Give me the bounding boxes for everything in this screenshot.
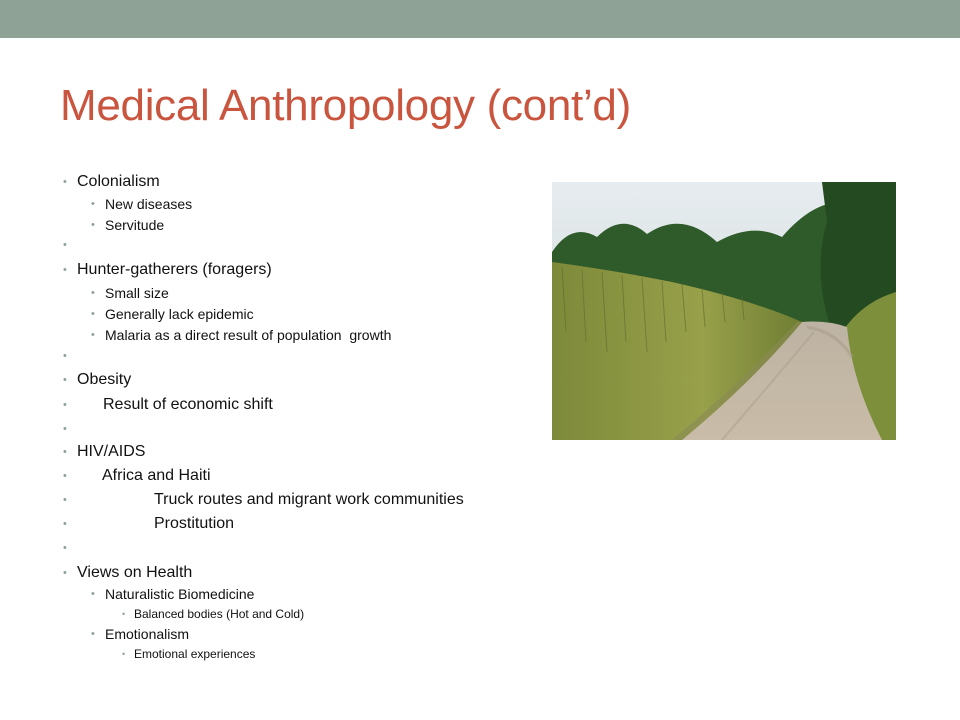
bullet-item: • New diseases [105, 195, 192, 213]
bullet-item: • Small size [105, 284, 169, 302]
bullet-item [77, 466, 211, 486]
bullet-item: • Balanced bodies (Hot and Cold) [134, 606, 304, 622]
bullet-item: • Colonialism [77, 172, 160, 192]
bullet-item [77, 514, 234, 534]
bullet-item: • Emotional experiences [134, 646, 255, 662]
bullet-item [77, 395, 273, 415]
bullet-item: • Naturalistic Biomedicine [105, 585, 254, 603]
bullet-text: Prostitution [154, 515, 235, 532]
bullet-text: Truck routes and migrant work communities [154, 491, 464, 508]
slide-title: Medical Anthropology (cont’d) [60, 81, 631, 130]
bullet-item: • Emotionalism [105, 625, 189, 643]
bullet-item: • Obesity [77, 370, 131, 390]
bullet-item: • Malaria as a direct result of population growth [105, 326, 391, 344]
dirt-road-cornfield-photo [552, 182, 896, 440]
bullet-item: • Servitude [105, 216, 164, 234]
bullet-item [77, 490, 464, 510]
bullet-text: Africa and Haiti [102, 467, 211, 484]
bullet-text: Result of economic shift [103, 396, 273, 413]
bullet-item: • Generally lack epidemic [105, 305, 254, 323]
bullet-item: • Hunter-gatherers (foragers) [77, 260, 272, 280]
bullet-item: • Views on Health [77, 563, 192, 583]
bullet-item: • HIV/AIDS [77, 442, 145, 462]
